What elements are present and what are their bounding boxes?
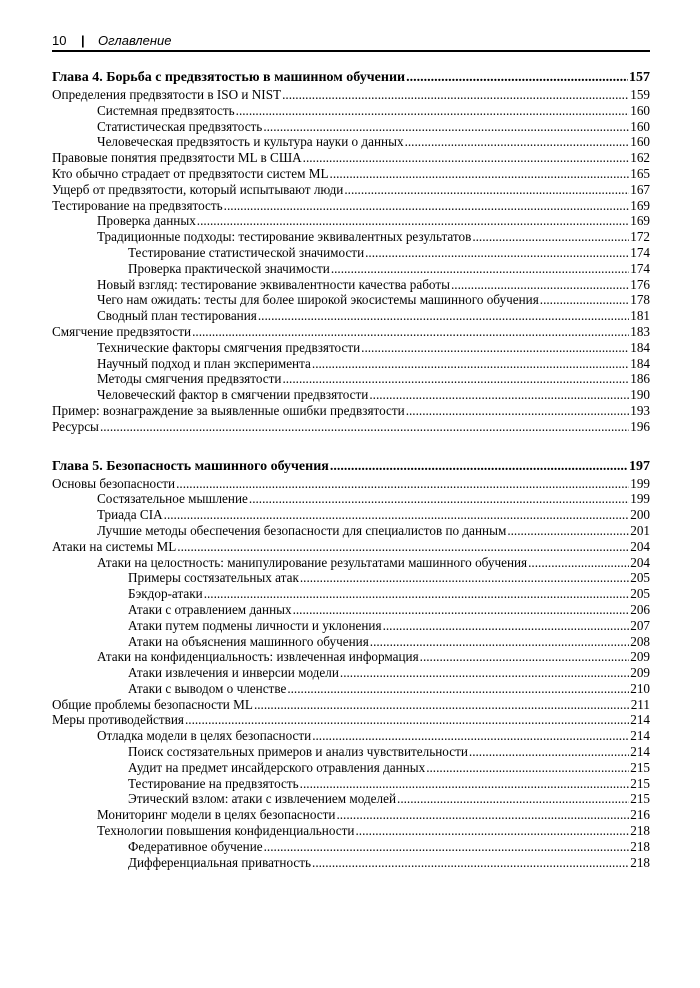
toc-entry-title: Атаки извлечения и инверсии модели — [128, 665, 339, 681]
toc-entry-title: Бэкдор-атаки — [128, 586, 203, 602]
leader-dots — [312, 356, 629, 372]
toc-entry[interactable] — [52, 166, 650, 182]
toc-entry[interactable] — [52, 213, 650, 229]
toc-entry[interactable] — [52, 103, 650, 119]
toc-entry-page: 199 — [630, 491, 650, 507]
chapter-title: Глава 4. Борьба с предвзятостью в машинном обучении — [52, 70, 406, 85]
leader-dots — [312, 728, 629, 744]
toc-entry-title: Дифференциальная приватность — [128, 854, 312, 870]
chapter-5-entries — [52, 476, 650, 871]
toc-entry[interactable] — [52, 649, 650, 665]
leader-dots — [197, 213, 629, 229]
toc-entry-page: 215 — [630, 775, 650, 791]
toc-entry-page: 216 — [630, 807, 650, 823]
toc-entry-title: Аудит на предмет инсайдерского отравления данных — [128, 759, 426, 775]
toc-entry-title: Человеческая предвзятость и культура науки о данных — [97, 134, 404, 150]
leader-dots — [331, 261, 629, 277]
toc-entry[interactable] — [52, 602, 650, 618]
toc-entry-title: Примеры состязательных атак — [128, 570, 299, 586]
toc-entry-title: Основы безопасности — [52, 475, 176, 491]
toc-entry-page: 184 — [630, 339, 650, 355]
leader-dots — [336, 807, 629, 823]
leader-dots — [344, 182, 629, 198]
toc-entry-page: 204 — [630, 538, 650, 554]
chapter-4-entries — [52, 87, 650, 435]
toc-entry-title: Отладка модели в целях безопасности — [97, 728, 312, 744]
toc-entry-title: Кто обычно страдает от предвзятости систем ML — [52, 165, 329, 181]
leader-dots — [282, 371, 629, 387]
toc-entry-title: Атаки на целостность: манипулирование результатами машинного обучения — [97, 554, 528, 570]
toc-entry-title: Атаки с выводом о членстве — [128, 680, 287, 696]
leader-dots — [293, 602, 630, 618]
toc-entry[interactable] — [52, 182, 650, 198]
toc-entry-title: Этический взлом: атаки с извлечением моделей — [128, 791, 397, 807]
toc-entry-page: 205 — [630, 570, 650, 586]
toc-entry-title: Смягчение предвзятости — [52, 323, 192, 339]
chapter-gap — [52, 435, 650, 457]
toc-entry-page: 204 — [630, 554, 650, 570]
toc-entry-page: 160 — [630, 102, 650, 118]
toc-entry-title: Триада CIA — [97, 507, 163, 523]
toc-entry-page: 190 — [630, 387, 650, 403]
leader-dots — [300, 776, 630, 792]
leader-dots — [330, 166, 630, 182]
toc-entry-title: Поиск состязательных примеров и анализ чувствительности — [128, 744, 468, 760]
toc-entry-page: 199 — [630, 475, 650, 491]
toc-entry-page: 162 — [630, 150, 650, 166]
toc-entry[interactable] — [52, 419, 650, 435]
toc-entry[interactable] — [52, 634, 650, 650]
toc-entry-title: Состязательное мышление — [97, 491, 248, 507]
toc-entry[interactable] — [52, 776, 650, 792]
toc-entry[interactable] — [52, 618, 650, 634]
toc-entry-page: 218 — [630, 838, 650, 854]
toc-entry-title: Тестирование на предвзятость — [128, 775, 299, 791]
toc-entry-title: Статистическая предвзятость — [97, 118, 263, 134]
toc-entry-title: Ресурсы — [52, 418, 99, 434]
toc-entry-page: 196 — [630, 418, 650, 434]
toc-entry-title: Технические факторы смягчения предвзятости — [97, 339, 361, 355]
toc-entry-title: Атаки путем подмены личности и уклонения — [128, 617, 382, 633]
toc-entry-page: 208 — [630, 633, 650, 649]
toc-entry-page: 193 — [630, 402, 650, 418]
toc-entry[interactable] — [52, 198, 650, 214]
toc-entry[interactable] — [52, 150, 650, 166]
toc-entry-page: 178 — [630, 292, 650, 308]
toc-entry[interactable] — [52, 839, 650, 855]
toc-entry-page: 210 — [630, 680, 650, 696]
toc-entry-page: 174 — [630, 260, 650, 276]
leader-dots — [507, 523, 629, 539]
toc-entry-page: 209 — [630, 665, 650, 681]
toc-entry[interactable] — [52, 340, 650, 356]
toc-entry[interactable] — [52, 539, 650, 555]
toc-entry-title: Ущерб от предвзятости, который испытывают люди — [52, 181, 344, 197]
toc-entry-page: 218 — [630, 854, 650, 870]
toc-entry-title: Человеческий фактор в смягчении предвзятости — [97, 387, 369, 403]
toc-entry-page: 159 — [630, 87, 650, 102]
toc-entry-title: Методы смягчения предвзятости — [97, 371, 282, 387]
leader-dots — [451, 277, 629, 293]
toc-entry-page: 205 — [630, 586, 650, 602]
leader-dots — [540, 292, 629, 308]
toc-entry[interactable] — [52, 308, 650, 324]
toc-entry-page: 214 — [630, 712, 650, 728]
toc-entry-title: Технологии повышения конфиденциальности — [97, 823, 355, 839]
toc-entry-page: 160 — [630, 118, 650, 134]
leader-dots — [282, 87, 629, 103]
toc-entry-title: Атаки на конфиденциальность: извлеченная информация — [97, 649, 419, 665]
leader-dots — [258, 308, 629, 324]
toc-entry[interactable] — [52, 491, 650, 507]
toc-entry-title: Научный подход и план эксперимента — [97, 355, 311, 371]
running-header — [52, 30, 650, 50]
toc-entry[interactable] — [52, 823, 650, 839]
leader-dots — [303, 150, 630, 166]
toc-entry-page: 214 — [630, 744, 650, 760]
toc-entry-title: Атаки на системы ML — [52, 538, 177, 554]
toc-entry-page: 183 — [630, 323, 650, 339]
leader-dots — [312, 855, 629, 871]
chapter-title: Глава 5. Безопасность машинного обучения — [52, 458, 329, 474]
toc-entry-title: Новый взгляд: тестирование эквивалентности качества работы — [97, 276, 450, 292]
toc-entry-page: 169 — [630, 197, 650, 213]
toc-entry[interactable] — [52, 855, 650, 871]
leader-dots — [249, 491, 629, 507]
toc-entry-page: 218 — [630, 823, 650, 839]
toc-entry[interactable] — [52, 807, 650, 823]
header-separator: | — [81, 33, 85, 48]
leader-dots — [204, 586, 630, 602]
header-page-number: 10 — [52, 33, 67, 48]
toc-entry[interactable] — [52, 134, 650, 150]
leader-dots — [263, 119, 629, 135]
leader-dots — [236, 103, 630, 119]
toc-entry-title: Меры противодействия — [52, 712, 184, 728]
toc-entry[interactable] — [52, 570, 650, 586]
toc-entry[interactable] — [52, 507, 650, 523]
leader-dots — [300, 570, 629, 586]
leader-dots — [164, 507, 630, 523]
toc-entry[interactable] — [52, 791, 650, 807]
toc-entry[interactable] — [52, 292, 650, 308]
toc-entry[interactable] — [52, 229, 650, 245]
leader-dots — [330, 457, 628, 476]
toc-entry[interactable] — [52, 324, 650, 340]
header-title: Оглавление — [98, 33, 172, 48]
toc-entry-page: 214 — [630, 728, 650, 744]
toc-entry-page: 181 — [630, 308, 650, 324]
toc-entry-title: Пример: вознаграждение за выявленные ошибки предвзятости — [52, 402, 405, 418]
leader-dots — [287, 681, 629, 697]
toc-entry-page: 215 — [630, 791, 650, 807]
leader-dots — [406, 68, 628, 87]
leader-dots — [254, 697, 630, 713]
toc-entry[interactable] — [52, 586, 650, 602]
toc-entry[interactable] — [52, 119, 650, 135]
toc-entry[interactable] — [52, 697, 650, 713]
leader-dots — [426, 760, 629, 776]
leader-dots — [365, 245, 629, 261]
chapter-page: 197 — [629, 458, 650, 474]
leader-dots — [100, 419, 629, 435]
toc-entry-page: 160 — [630, 134, 650, 150]
toc-entry-page: 169 — [630, 213, 650, 229]
toc-entry-title: Правовые понятия предвзятости ML в США — [52, 150, 302, 166]
toc-entry[interactable] — [52, 665, 650, 681]
toc-entry-title: Чего нам ожидать: тесты для более широкой экосистемы машинного обучения — [97, 292, 539, 308]
leader-dots — [355, 823, 629, 839]
leader-dots — [397, 791, 629, 807]
leader-dots — [340, 665, 629, 681]
leader-dots — [177, 539, 629, 555]
toc-entry-title: Определения предвзятости в ISO и NIST — [52, 87, 282, 102]
toc-entry[interactable] — [52, 356, 650, 372]
toc-entry-page: 200 — [630, 507, 650, 523]
toc-entry[interactable] — [52, 728, 650, 744]
leader-dots — [469, 744, 629, 760]
toc-entry-page: 207 — [630, 617, 650, 633]
leader-dots — [405, 134, 630, 150]
chapter-4-heading[interactable] — [52, 68, 650, 87]
toc-entry-page: 201 — [630, 522, 650, 538]
toc-entry[interactable] — [52, 681, 650, 697]
leader-dots — [224, 198, 630, 214]
toc-entry[interactable] — [52, 387, 650, 403]
toc-entry-page: 184 — [630, 355, 650, 371]
toc-entry[interactable] — [52, 712, 650, 728]
leader-dots — [528, 555, 629, 571]
toc-entry-title: Атаки с отравлением данных — [128, 601, 292, 617]
leader-dots — [369, 387, 629, 403]
toc-entry[interactable] — [52, 277, 650, 293]
toc-entry-page: 211 — [630, 696, 650, 712]
toc-entry[interactable] — [52, 476, 650, 492]
toc-entry-page: 165 — [630, 165, 650, 181]
chapter-5-heading[interactable] — [52, 457, 650, 476]
toc-entry-title: Тестирование на предвзятость — [52, 197, 223, 213]
toc-entry-title: Традиционные подходы: тестирование эквивалентных результатов — [97, 229, 472, 245]
toc-entry[interactable] — [52, 261, 650, 277]
toc-entry-page: 174 — [630, 244, 650, 260]
leader-dots — [361, 340, 629, 356]
toc-entry-page: 209 — [630, 649, 650, 665]
leader-dots — [420, 649, 630, 665]
leader-dots — [185, 712, 629, 728]
leader-dots — [370, 634, 629, 650]
toc-entry-page: 186 — [630, 371, 650, 387]
toc-entry-title: Тестирование статистической значимости — [128, 244, 365, 260]
leader-dots — [406, 403, 630, 419]
toc-entry-title: Лучшие методы обеспечения безопасности для специалистов по данным — [97, 522, 507, 538]
toc-entry-title: Системная предвзятость — [97, 102, 235, 118]
toc-entry-page: 172 — [630, 229, 650, 245]
header-rule — [52, 50, 650, 52]
leader-dots — [264, 839, 630, 855]
toc-entry-title: Общие проблемы безопасности ML — [52, 696, 253, 712]
toc-entry[interactable] — [52, 744, 650, 760]
leader-dots — [383, 618, 630, 634]
toc-entry-title: Проверка практической значимости — [128, 260, 330, 276]
toc-entry[interactable] — [52, 555, 650, 571]
toc-entry-title: Федеративное обучение — [128, 838, 263, 854]
leader-dots — [472, 229, 629, 245]
toc-entry-title: Проверка данных — [97, 213, 196, 229]
toc-entry-title: Мониторинг модели в целях безопасности — [97, 807, 336, 823]
toc-entry[interactable] — [52, 245, 650, 261]
toc-entry[interactable] — [52, 403, 650, 419]
toc-entry-title: Сводный план тестирования — [97, 308, 257, 324]
toc-entry-page: 167 — [630, 181, 650, 197]
toc-entry[interactable] — [52, 371, 650, 387]
chapter-page: 157 — [629, 70, 650, 85]
table-of-contents — [52, 68, 650, 870]
leader-dots — [192, 324, 629, 340]
toc-entry[interactable] — [52, 760, 650, 776]
leader-dots — [176, 476, 629, 492]
toc-entry-page: 206 — [630, 601, 650, 617]
toc-entry[interactable] — [52, 87, 650, 103]
toc-entry[interactable] — [52, 523, 650, 539]
toc-entry-page: 215 — [630, 759, 650, 775]
toc-entry-page: 176 — [630, 276, 650, 292]
toc-entry-title: Атаки на объяснения машинного обучения — [128, 633, 369, 649]
